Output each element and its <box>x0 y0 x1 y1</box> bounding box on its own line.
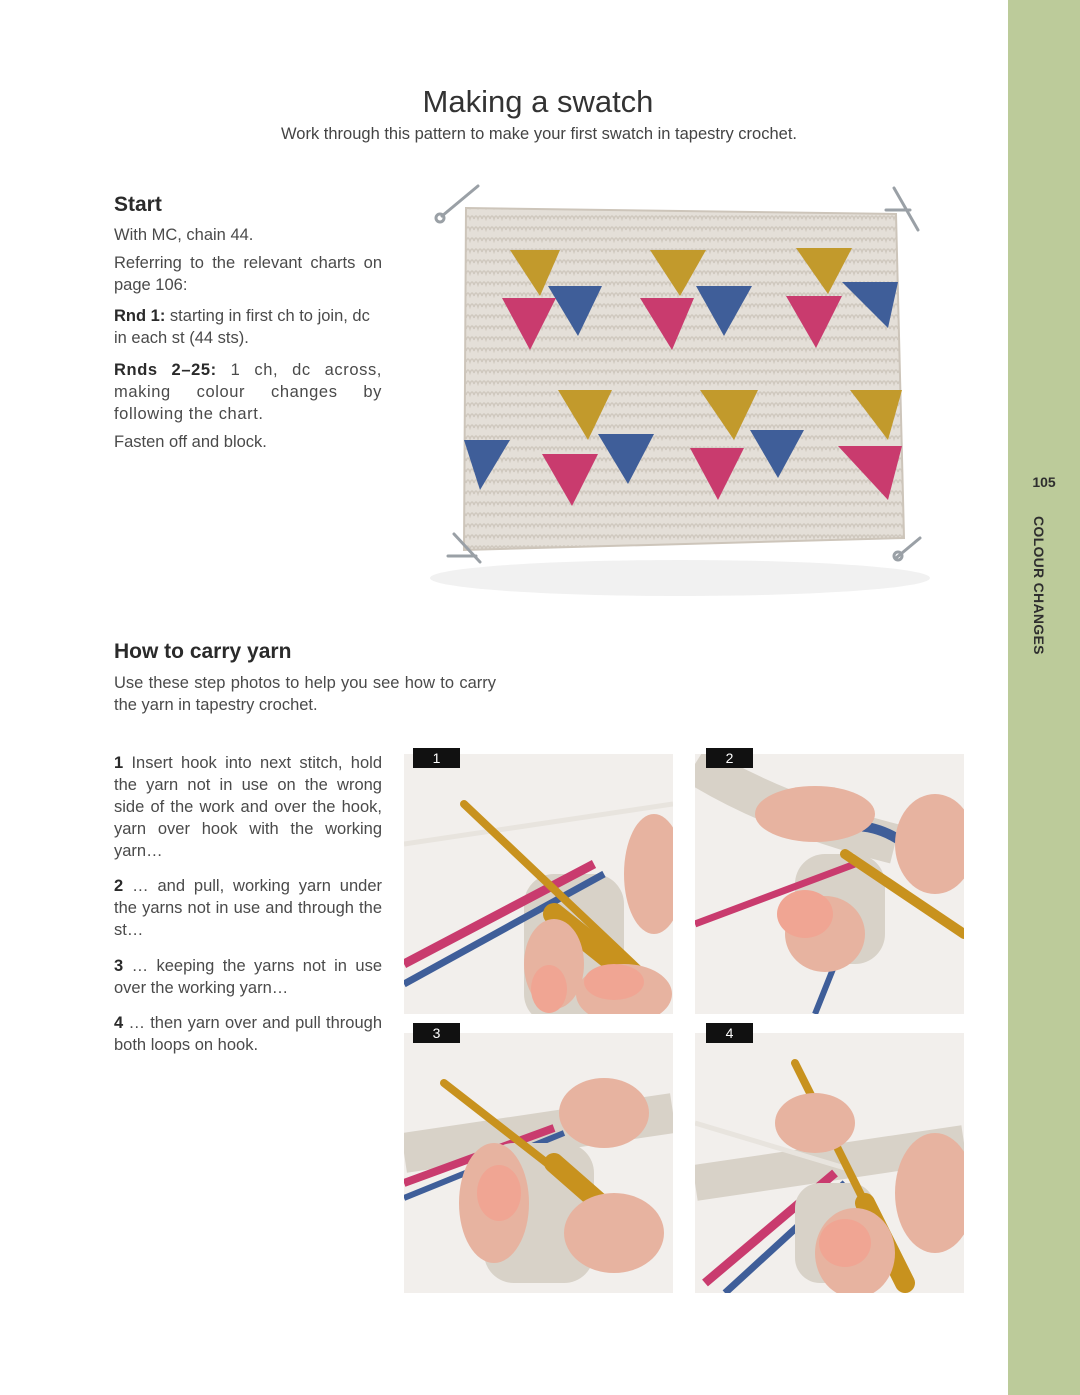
start-paragraph-2: Referring to the relevant charts on page 106: <box>114 254 382 294</box>
photo-label-1: 1 <box>413 748 460 768</box>
page-number: 105 <box>1032 474 1056 490</box>
rounds-text: 1 ch, dc across, making colour changes by following the chart. <box>114 361 382 423</box>
start-paragraph-1: With MC, chain 44. <box>114 226 254 244</box>
rounds-label: Rnds 2–25: <box>114 361 217 379</box>
swatch-photo <box>418 178 948 610</box>
step-photo-1 <box>404 754 673 1014</box>
photo-label-4: 4 <box>706 1023 753 1043</box>
round-1-label: Rnd 1: <box>114 307 166 325</box>
step-photo-2 <box>695 754 964 1014</box>
step-4-text: 4 … then yarn over and pull through both loops on hook. <box>114 1014 382 1054</box>
start-heading: Start <box>114 193 162 216</box>
step-number: 4 <box>114 1014 124 1032</box>
step-photo-4 <box>695 1033 964 1293</box>
step-1-text: 1 Insert hook into next stitch, hold the yarn not in use on the wrong side of the work and over the hook, yarn over hook with the working yarn… <box>114 754 382 860</box>
photo-label-3: 3 <box>413 1023 460 1043</box>
step-photo-3 <box>404 1033 673 1293</box>
step-number: 1 <box>114 754 124 772</box>
round-1-text: starting in first ch to join, dc in each st (44 sts). <box>114 307 370 347</box>
step-number: 2 <box>114 877 124 895</box>
step-3-text: 3 … keeping the yarns not in use over the working yarn… <box>114 957 382 997</box>
photo-label-2: 2 <box>706 748 753 768</box>
sidebar-tab <box>1008 0 1080 1395</box>
page-title: Making a swatch <box>422 84 654 119</box>
carry-yarn-heading: How to carry yarn <box>114 640 292 663</box>
section-label: COLOUR CHANGES <box>1031 516 1047 655</box>
carry-yarn-intro: Use these step photos to help you see how to carry the yarn in tapestry crochet. <box>114 674 496 714</box>
page-subtitle: Work through this pattern to make your first swatch in tapestry crochet. <box>281 125 797 143</box>
step-number: 3 <box>114 957 124 975</box>
start-round-1 <box>114 305 382 349</box>
step-2-text: 2 … and pull, working yarn under the yarns not in use and through the st… <box>114 877 382 939</box>
start-paragraph-5: Fasten off and block. <box>114 433 267 451</box>
start-rounds-2-25 <box>114 359 382 425</box>
